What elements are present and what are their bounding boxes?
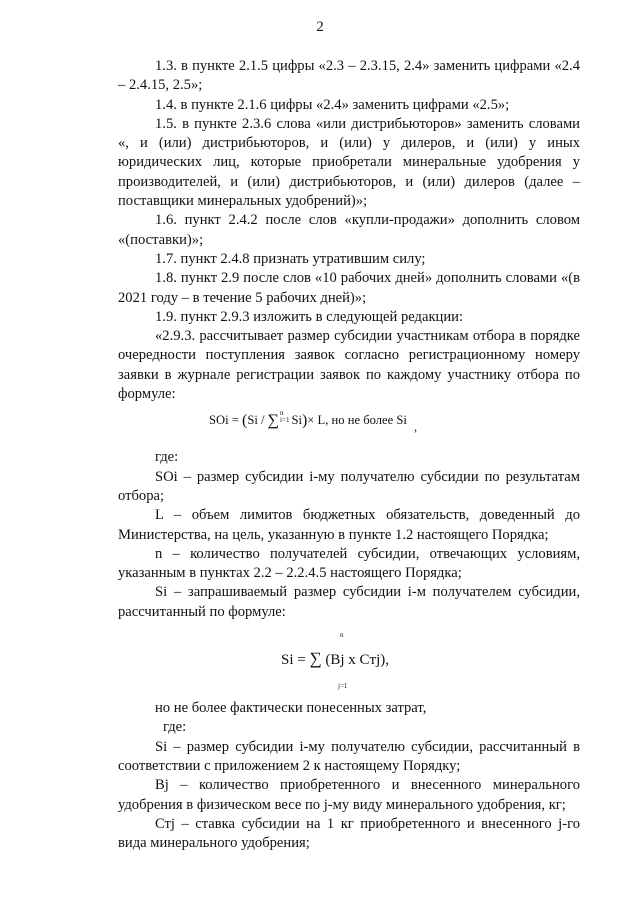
where-label-1: где: [155,449,179,466]
formula-soi-expression [209,410,407,430]
paragraph-2-9-3: «2.9.3. рассчитывает размер субсидии участникам отбора в порядке очередности поступления заявок согласно регистрационному номеру заявки в журнале регистрации заявок по каждому участнику отбора по формуле: [118,328,580,403]
formula-soi-lower: i=1 [280,416,290,425]
paragraph-1-8: 1.8. пункт 2.9 после слов «10 рабочих дней» дополнить словами «(в 2021 году – в течение 5 рабочих дней)»; [118,270,580,306]
formula-soi-upper: n [280,409,284,418]
definition-l: L – объем лимитов бюджетных обязательств, доведенный до Министерства, на цель, указанную в пункте 1.2 настоящего Порядка; [118,507,580,543]
formula-si [118,631,580,696]
definition-si-2: Si – размер субсидии i-му получателю субсидии, рассчитанный в соответствии с приложением 2 к настоящему Порядку; [118,738,580,774]
where-label-2: где: [163,719,187,736]
page-number: 2 [316,19,324,35]
formula-soi-limits [280,410,289,424]
formula-soi-comma: , [414,420,418,435]
paragraph-1-6: 1.6. пункт 2.4.2 после слов «купли-продажи» дополнить словом «(поставки)»; [118,212,580,248]
formula-soi-term: Si [291,413,302,428]
definition-n: n – количество получателей субсидии, отвечающих условиям, указанным в пунктах 2.2 – 2.2.4.5 настоящего Порядка; [118,545,580,582]
formula-si-body: (Bj x Cтj), [321,652,389,669]
formula-soi-rest: × L, но не более Si [307,413,407,428]
definition-soi: SOi – размер субсидии i-му получателю субсидии по результатам отбора; [118,468,580,504]
not-more-text: но не более фактически понесенных затрат, [155,700,427,717]
formula-si-lhs: Si = [281,652,310,669]
definition-si: Si – запрашиваемый размер субсидии i-м получателем субсидии, рассчитанный по формуле: [118,584,580,620]
formula-si-expression [281,649,389,670]
paragraph-1-7: 1.7. пункт 2.4.8 признать утратившим силу; [155,250,426,267]
document-body [118,57,580,853]
formula-soi-sum-sign: ∑ [267,412,280,430]
paragraph-1-3: 1.3. в пункте 2.1.5 цифры «2.3 – 2.3.15, 2.4» заменить цифрами «2.4 – 2.4.15, 2.5»; [118,58,580,94]
formula-soi-si: Si / [247,413,268,428]
formula-soi-lhs: SOi = [209,413,242,428]
formula-si-lower: j=1 [338,682,348,691]
formula-soi [118,406,580,440]
definition-bj: Bj – количество приобретенного и внесенного минерального удобрения в физическом весе по j-му виду минерального удобрения, кг; [118,777,580,813]
paragraph-1-4: 1.4. в пункте 2.1.6 цифры «2.4» заменить цифрами «2.5»; [155,96,510,113]
paragraph-1-9: 1.9. пункт 2.9.3 изложить в следующей редакции: [155,308,464,325]
formula-si-sum-sign: ∑ [309,649,322,669]
formula-si-upper: n [340,631,344,640]
formula-soi-open-paren: ( [242,412,248,430]
paragraph-1-5: 1.5. в пункте 2.3.6 слова «или дистрибьюторов» заменить словами «, и (или) дистрибьюторов, и (или) у дилеров, и (или) у иных юридических лиц, которые приобретали минеральные удобрения у производителей, и (или) дистрибьюторов, и (или) дилеров (далее – поставщики минеральных удобрений)»; [118,115,580,210]
definition-ctj: Стj – ставка субсидии на 1 кг приобретенного и внесенного j-го вида минерального удобрения; [118,815,580,852]
formula-soi-close-paren: ) [301,412,308,430]
